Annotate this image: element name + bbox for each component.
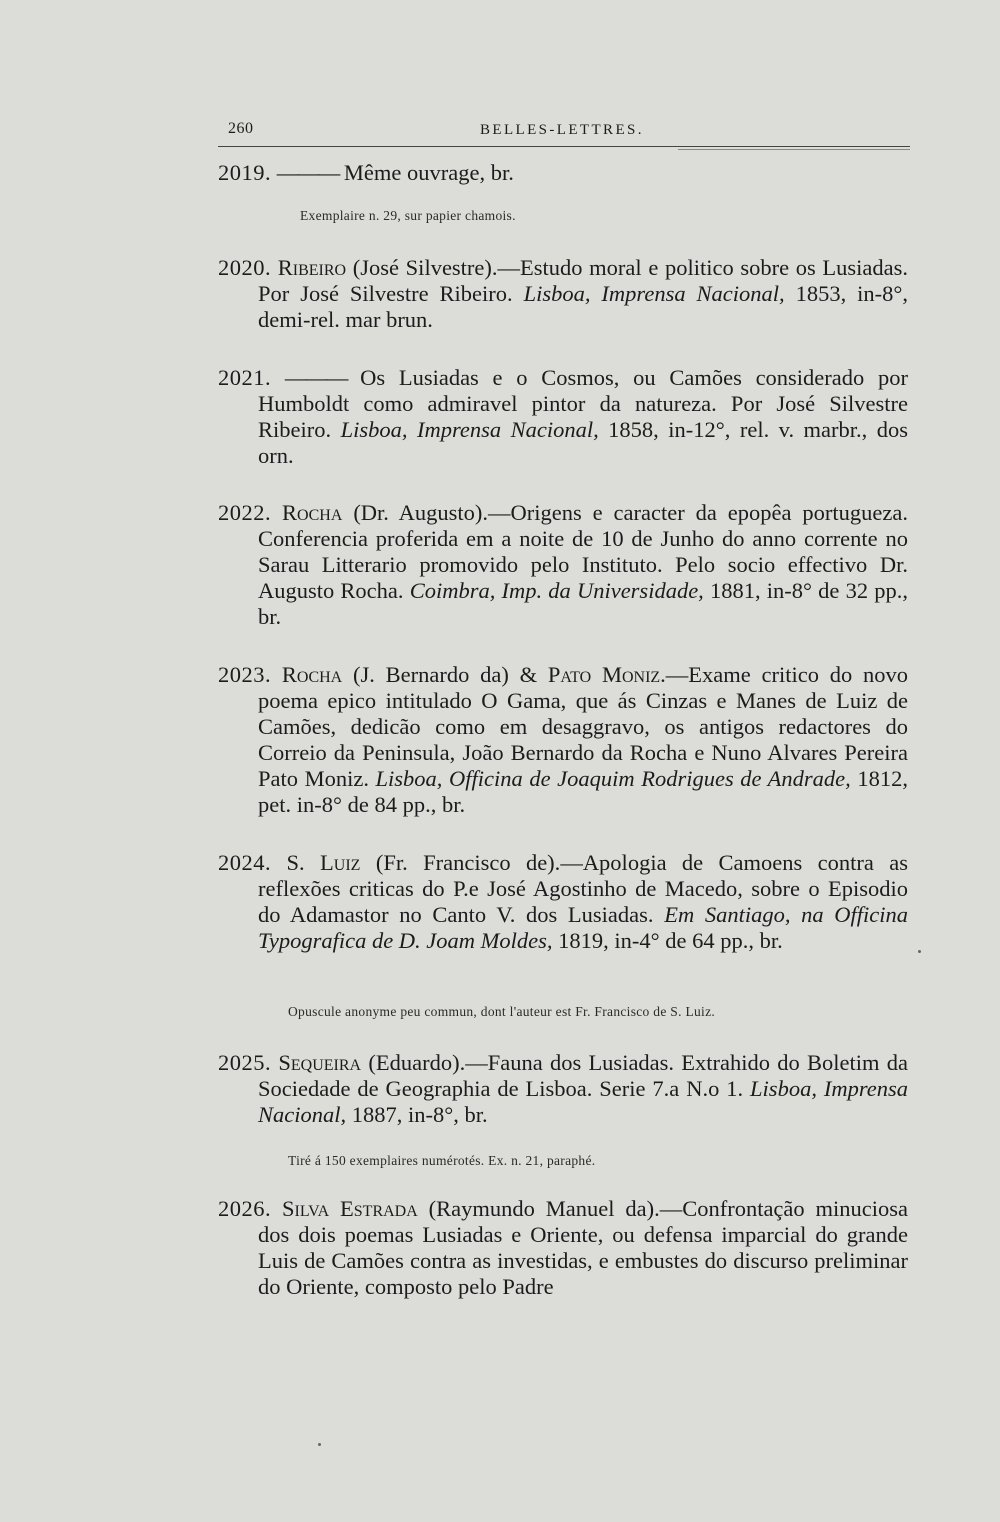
entry-author-rest: (J. Bernardo da) & — [353, 662, 538, 687]
entry-number: 2019. — [218, 160, 272, 185]
entry-details: 1819, in-4° de 64 pp., br. — [558, 928, 783, 953]
entry-author-rest: (Dr. Augusto). — [353, 500, 488, 525]
entry-title: Exame critico do novo poema epico intitulado O Gama, que ás Cinzas e Manes de Luiz de Camões, dedicão como em desaggravo, os antigos redactores do Correio da Peninsula, João Bernardo da Rocha e Nuno Alvares Pereira Pato Moniz. — [258, 662, 909, 791]
ditto-dash: ——— — [276, 160, 339, 185]
entry-dash: — — [465, 1050, 488, 1075]
entry-author-rest: (Raymundo Manuel da). — [428, 1196, 660, 1221]
page-number: 260 — [228, 120, 254, 137]
catalog-entry-2024 — [218, 850, 908, 954]
entry-author: Ribeiro — [277, 255, 347, 280]
entry-author: S. Luiz — [286, 850, 361, 875]
catalog-entry-2026 — [218, 1196, 908, 1300]
entry-title: Estudo moral e politico sobre os Lusiadas. Por José Silvestre Ribeiro. — [258, 255, 908, 306]
entry-details: 1858, in-12°, rel. v. marbr., dos orn. — [258, 417, 908, 468]
entry-dash: — — [665, 662, 689, 687]
entry-title: Fauna dos Lusiadas. Extrahido do Boletim da Sociedade de Geographia de Lisboa. Serie 7.a N.o 1. — [258, 1050, 909, 1101]
entry-dash: — — [497, 255, 521, 280]
entry-number: 2025. — [218, 1050, 272, 1075]
entry-imprint: Lisboa, Imprensa Nacional, — [523, 281, 785, 306]
entry-number: 2022. — [218, 500, 272, 525]
entry-number: 2026. — [218, 1196, 272, 1221]
entry-details: 1812, pet. in-8° de 84 pp., br. — [258, 766, 908, 817]
entry-dash: — — [659, 1196, 683, 1221]
print-speck — [318, 1443, 321, 1446]
header-rule — [218, 146, 910, 147]
header-rule-secondary — [678, 149, 910, 150]
entry-number: 2020. — [218, 255, 272, 280]
entry-note-2025: Tiré á 150 exemplaires numérotés. Ex. n. 21, paraphé. — [288, 1153, 596, 1168]
entry-author-rest: (Fr. Francisco de). — [375, 850, 561, 875]
entry-imprint: Lisboa, Imprensa Nacional, — [340, 417, 599, 442]
catalog-entry-2019 — [218, 160, 908, 186]
entry-imprint: Lisboa, Officina de Joaquim Rodrigues de Andrade, — [375, 766, 851, 791]
entry-dash: — — [487, 500, 511, 525]
entry-details: 1887, in-8°, br. — [351, 1102, 488, 1127]
entry-title: Apologia de Camoens contra as reflexões criticas do P.e José Agostinho de Macedo, sobre o Episodio do Adamastor no Canto V. dos Lusiadas. — [258, 850, 909, 927]
page-header — [218, 116, 910, 146]
entry-author-rest: (Eduardo). — [368, 1050, 466, 1075]
running-head: BELLES-LETTRES. — [480, 122, 644, 138]
entry-number: 2021. — [218, 365, 272, 390]
entry-details: 1853, in-8°, demi-rel. mar brun. — [258, 281, 909, 332]
catalog-entry-2023 — [218, 662, 908, 818]
entry-title: Confrontação minuciosa dos dois poemas Lusiadas e Oriente, ou defensa imparcial do grande Luis de Camões contra as investidas, e embustes do discurso preliminar do Oriente, composto pelo Padre — [258, 1196, 908, 1299]
entry-imprint: Em Santiago, na Officina Typografica de D. Joam Moldes, — [258, 902, 909, 953]
catalog-entry-2021 — [218, 365, 908, 469]
entry-title: Origens e caracter da epopêa portugueza. Conferencia proferida em a noite de 10 de Junho do anno corrente no Sarau Litterario promovido pelo Instituto. Pelo socio effectivo Dr. Augusto Rocha. — [258, 500, 909, 603]
entry-imprint: Coimbra, Imp. da Universidade, — [409, 578, 704, 603]
entry-author: Rocha — [282, 500, 343, 525]
entry-author-second: Pato Moniz. — [547, 662, 666, 687]
entry-note-2019: Exemplaire n. 29, sur papier chamois. — [300, 208, 516, 223]
catalog-entry-2020 — [218, 255, 908, 333]
entry-details: 1881, in-8° de 32 pp., br. — [258, 578, 909, 629]
entry-dash: — — [560, 850, 583, 875]
entry-author: Silva Estrada — [281, 1196, 418, 1221]
entry-author-rest: (José Silvestre). — [352, 255, 498, 280]
catalog-entry-2025 — [218, 1050, 908, 1128]
entry-author: Sequeira — [278, 1050, 362, 1075]
entry-number: 2024. — [218, 850, 272, 875]
entry-number: 2023. — [218, 662, 272, 687]
catalog-entry-2022 — [218, 500, 908, 630]
ditto-dash: ——— — [284, 365, 347, 390]
entry-author: Rocha — [281, 662, 343, 687]
entry-note-2024: Opuscule anonyme peu commun, dont l'auteur est Fr. Francisco de S. Luiz. — [288, 1004, 716, 1019]
entry-imprint: Lisboa, Imprensa Nacional, — [258, 1076, 909, 1127]
entry-title: Os Lusiadas e o Cosmos, ou Camões considerado por Humboldt como admiravel pintor da natureza. Por José Silvestre Ribeiro. — [258, 365, 909, 442]
entry-title: Même ouvrage, br. — [343, 160, 514, 185]
print-speck — [918, 950, 921, 953]
